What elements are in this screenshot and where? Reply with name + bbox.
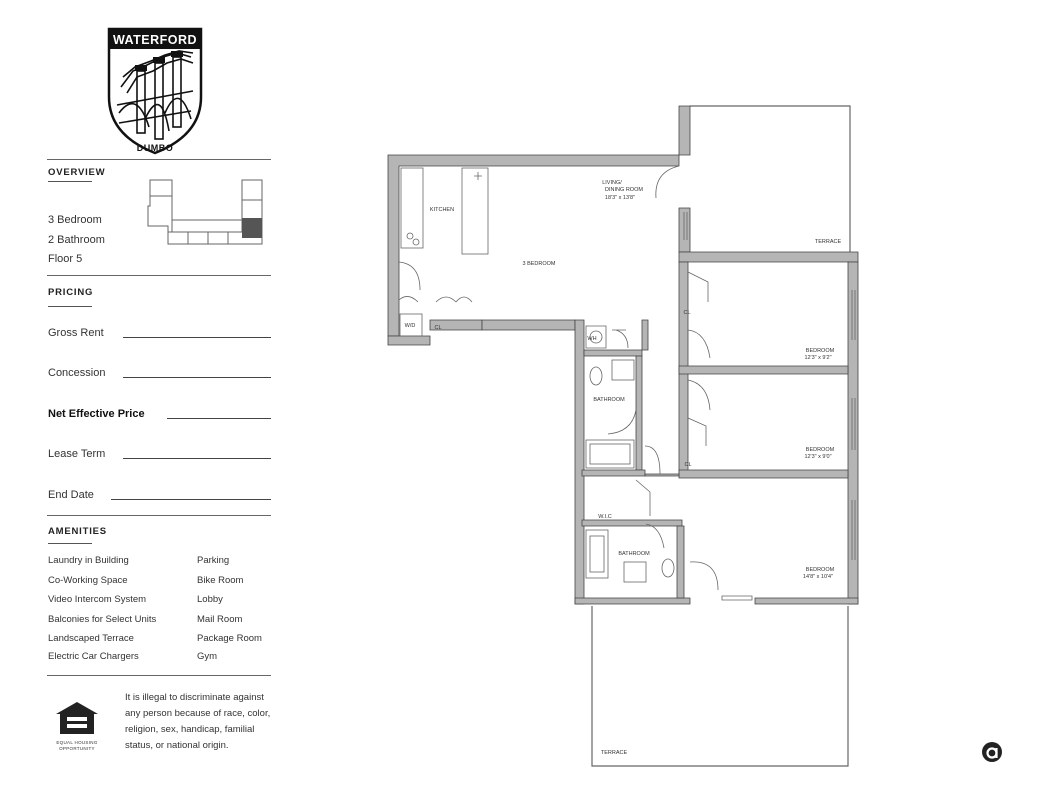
overview-bathrooms: 2 Bathroom xyxy=(48,234,105,246)
overview-bedrooms: 3 Bedroom xyxy=(48,214,102,226)
amenity-item: Parking xyxy=(197,555,230,566)
label-bedroom-2-dim: 12'3" x 9'0" xyxy=(804,454,832,460)
pricing-title: PRICING xyxy=(48,287,94,298)
divider xyxy=(47,675,271,676)
amenity-item: Bike Room xyxy=(197,575,244,586)
price-blank-line xyxy=(123,337,271,338)
fixtures xyxy=(399,166,855,600)
floor-plan xyxy=(380,100,870,780)
label-living-1: LIVING/ xyxy=(602,180,622,186)
logo-name: WATERFORD xyxy=(112,33,198,47)
brand-badge-icon xyxy=(981,741,1003,763)
keyplan-diagram xyxy=(138,176,274,252)
overview-title: OVERVIEW xyxy=(48,167,106,178)
price-label-gross-rent: Gross Rent xyxy=(48,327,104,339)
label-bedroom-3: BEDROOM xyxy=(805,567,835,573)
label-wh: WH xyxy=(587,336,597,342)
label-terrace-bottom: TERRACE xyxy=(600,750,628,756)
amenity-item: Lobby xyxy=(197,594,223,605)
terrace-bottom-outline xyxy=(592,606,848,766)
section-underline xyxy=(48,181,92,182)
label-closet: CL xyxy=(684,462,692,468)
price-blank-line xyxy=(111,499,271,500)
amenity-item: Co-Working Space xyxy=(48,575,128,586)
eho-line1: EQUAL HOUSING xyxy=(56,740,98,745)
amenity-item: Laundry in Building xyxy=(48,555,129,566)
price-blank-line xyxy=(123,377,271,378)
section-underline xyxy=(48,306,92,307)
logo-neighborhood: DUMBO xyxy=(136,143,174,153)
amenity-item: Package Room xyxy=(197,633,262,644)
amenity-item: Video Intercom System xyxy=(48,594,147,605)
unit-highlight xyxy=(242,218,262,238)
info-sidebar xyxy=(0,0,290,800)
price-label-lease-term: Lease Term xyxy=(48,448,106,460)
label-wic: W.I.C xyxy=(598,514,612,520)
amenity-item: Electric Car Chargers xyxy=(48,651,139,662)
price-label-concession: Concession xyxy=(48,367,106,379)
divider xyxy=(47,275,271,276)
label-unit: 3 BEDROOM xyxy=(522,261,556,267)
price-blank-line xyxy=(167,418,271,419)
walls xyxy=(388,106,858,604)
divider xyxy=(47,159,271,160)
amenity-item: Balconies for Select Units xyxy=(48,614,157,625)
amenities-title: AMENITIES xyxy=(48,526,107,537)
label-living-dim: 18'3" x 13'8" xyxy=(604,195,636,201)
label-closet: CL xyxy=(683,310,691,316)
amenity-item: Gym xyxy=(197,651,218,662)
price-blank-line xyxy=(123,458,271,459)
label-bathroom-1: BATHROOM xyxy=(593,397,625,403)
price-label-net-effective: Net Effective Price xyxy=(48,408,145,420)
label-bedroom-1: BEDROOM xyxy=(805,348,835,354)
amenity-item: Mail Room xyxy=(197,614,243,625)
label-closet: CL xyxy=(434,325,442,331)
label-bedroom-3-dim: 14'8" x 10'4" xyxy=(802,574,834,580)
divider xyxy=(47,515,271,516)
amenity-item: Landscaped Terrace xyxy=(48,633,134,644)
fair-housing-statement: It is illegal to discriminate against any person because of race, color, religion, sex, handicap, familial status, or national origin. xyxy=(125,692,271,751)
waterford-logo xyxy=(107,27,203,155)
price-label-end-date: End Date xyxy=(48,489,94,501)
terrace-top-outline xyxy=(690,106,850,252)
label-bedroom-1-dim: 12'3" x 9'2" xyxy=(804,355,832,361)
label-living-2: DINING ROOM xyxy=(605,187,643,193)
eho-line2: OPPORTUNITY xyxy=(59,746,95,751)
label-terrace-top: TERRACE xyxy=(814,239,842,245)
label-kitchen: KITCHEN xyxy=(429,207,455,213)
label-bathroom-2: BATHROOM xyxy=(618,551,650,557)
label-bedroom-2: BEDROOM xyxy=(805,447,835,453)
section-underline xyxy=(48,543,92,544)
equal-housing-icon xyxy=(52,700,102,736)
label-wd: W/D xyxy=(404,323,416,329)
overview-floor: Floor 5 xyxy=(48,253,83,265)
equal-housing-caption xyxy=(48,740,106,752)
